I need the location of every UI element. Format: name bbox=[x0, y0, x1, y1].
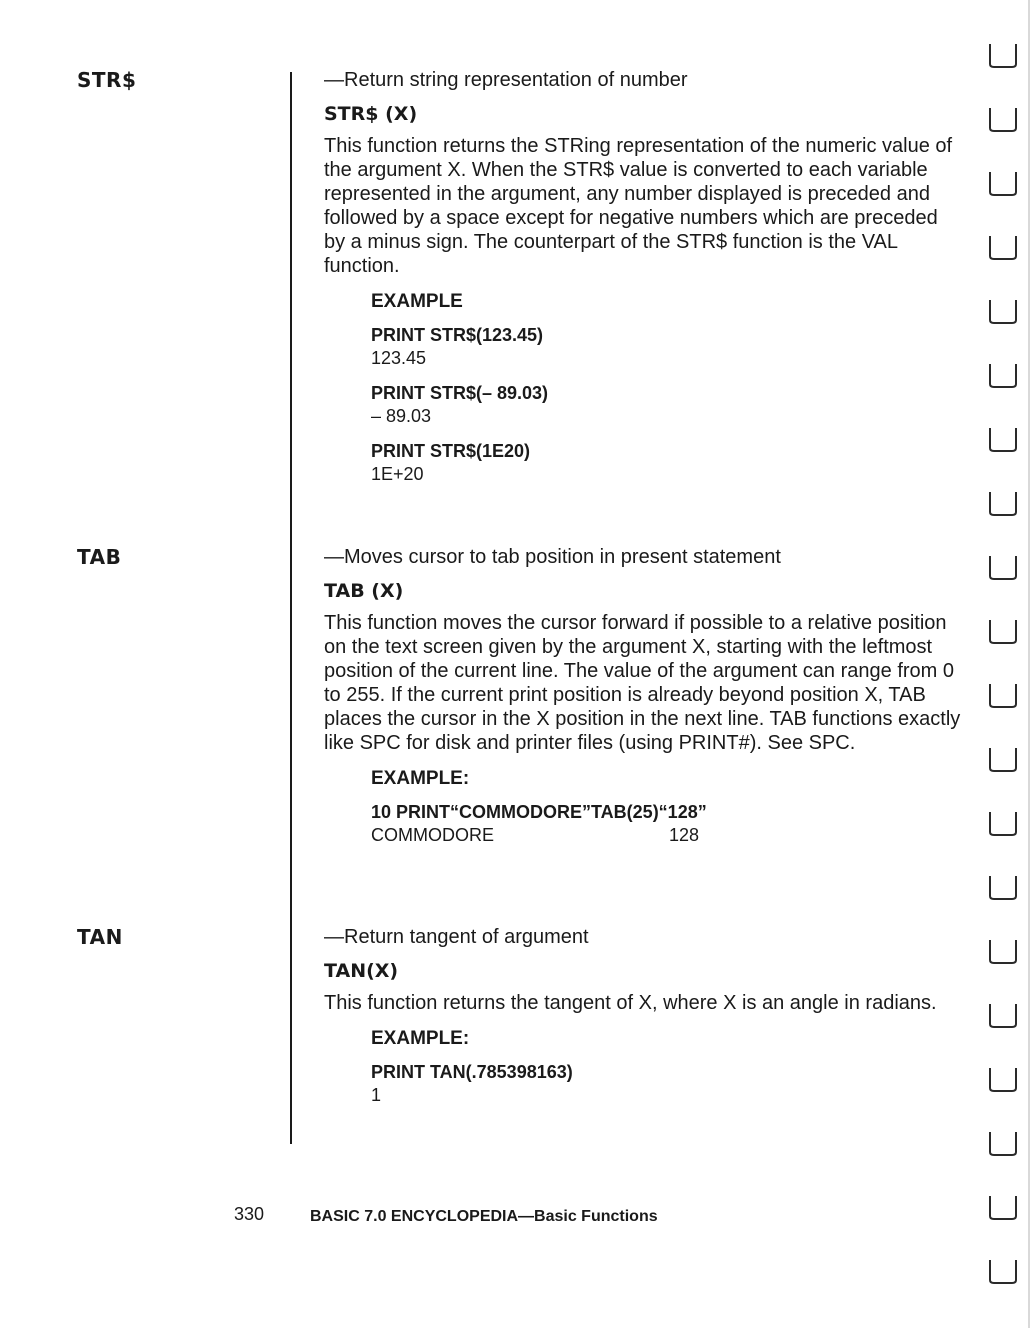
tan-example-output: 1 bbox=[371, 1085, 382, 1105]
tan-description: This function returns the tangent of X, where X is an angle in radians. bbox=[324, 992, 937, 1014]
binding-hole-icon bbox=[986, 424, 1020, 454]
str-syntax: STR$ (X) bbox=[324, 103, 418, 125]
str-side-heading: STR$ bbox=[77, 68, 137, 92]
tab-side-heading: TAB bbox=[77, 545, 122, 569]
tan-side-heading: TAN bbox=[77, 925, 123, 949]
binding-hole-icon bbox=[986, 1000, 1020, 1030]
str-example-output: 1E+20 bbox=[371, 464, 424, 484]
binding-hole-icon bbox=[986, 552, 1020, 582]
binding-hole-icon bbox=[986, 1128, 1020, 1158]
binding-hole-icon bbox=[986, 296, 1020, 326]
tab-example-label: EXAMPLE: bbox=[371, 768, 470, 789]
binding-hole-icon bbox=[986, 40, 1020, 70]
vertical-rule bbox=[290, 72, 292, 1144]
str-example-output: 123.45 bbox=[371, 348, 427, 368]
str-example-output: – 89.03 bbox=[371, 406, 432, 426]
str-summary: —Return string representation of number bbox=[324, 69, 688, 91]
binding-hole-icon bbox=[986, 1064, 1020, 1094]
tan-summary: —Return tangent of argument bbox=[324, 926, 589, 948]
str-description: This function returns the STRing representation of the numeric value of the argument X. When the STR$ value is converted to each variable represented in the argument, any number displayed is preceded and followed by a space except for negative numbers which are preceded by a minus sign. The counterpart of the STR$ function is the VAL function. bbox=[324, 135, 953, 277]
str-example-label: EXAMPLE bbox=[371, 291, 463, 312]
binding-hole-icon bbox=[986, 1192, 1020, 1222]
binding-hole-icon bbox=[986, 744, 1020, 774]
str-example-command: PRINT STR$(– 89.03) bbox=[371, 383, 549, 403]
str-example-command: PRINT STR$(123.45) bbox=[371, 325, 544, 345]
str-example-block bbox=[371, 290, 964, 486]
tab-example-command: 10 PRINT“COMMODORE”TAB(25)“128” bbox=[371, 802, 707, 822]
binding-hole-icon bbox=[986, 168, 1020, 198]
binding-hole-icon bbox=[986, 360, 1020, 390]
binding-hole-icon bbox=[986, 872, 1020, 902]
page-number: 330 bbox=[234, 1204, 265, 1224]
tab-example-output: COMMODORE 128 bbox=[371, 825, 700, 845]
str-section bbox=[324, 68, 964, 498]
binding-hole-icon bbox=[986, 1256, 1020, 1286]
binding-hole-icon bbox=[986, 488, 1020, 518]
binding-hole-icon bbox=[986, 232, 1020, 262]
tan-section bbox=[324, 925, 964, 1119]
binding-hole-icon bbox=[986, 680, 1020, 710]
page-edge bbox=[1028, 0, 1030, 1328]
tab-description: This function moves the cursor forward if possible to a relative position on the text screen given by the argument X, starting with the leftmost position of the current line. The value of the argument can range from 0 to 255. If the current print position is already beyond position X, TAB places the cursor in the X position in the next line. TAB functions exactly like SPC for disk and printer files (using PRINT#). See SPC. bbox=[324, 612, 961, 754]
tab-syntax: TAB (X) bbox=[324, 580, 404, 602]
footer-title: BASIC 7.0 ENCYCLOPEDIA—Basic Functions bbox=[310, 1208, 658, 1225]
binding-hole-icon bbox=[986, 616, 1020, 646]
tab-section bbox=[324, 545, 964, 859]
str-example-command: PRINT STR$(1E20) bbox=[371, 441, 531, 461]
tan-syntax: TAN(X) bbox=[324, 960, 399, 982]
tab-summary: —Moves cursor to tab position in present statement bbox=[324, 546, 781, 568]
binding-hole-icon bbox=[986, 808, 1020, 838]
tan-example-block bbox=[371, 1027, 964, 1107]
tan-example-command: PRINT TAN(.785398163) bbox=[371, 1062, 573, 1082]
binding-hole-icon bbox=[986, 104, 1020, 134]
tab-example-block bbox=[371, 767, 964, 847]
tan-example-label: EXAMPLE: bbox=[371, 1028, 470, 1049]
binding-hole-icon bbox=[986, 936, 1020, 966]
